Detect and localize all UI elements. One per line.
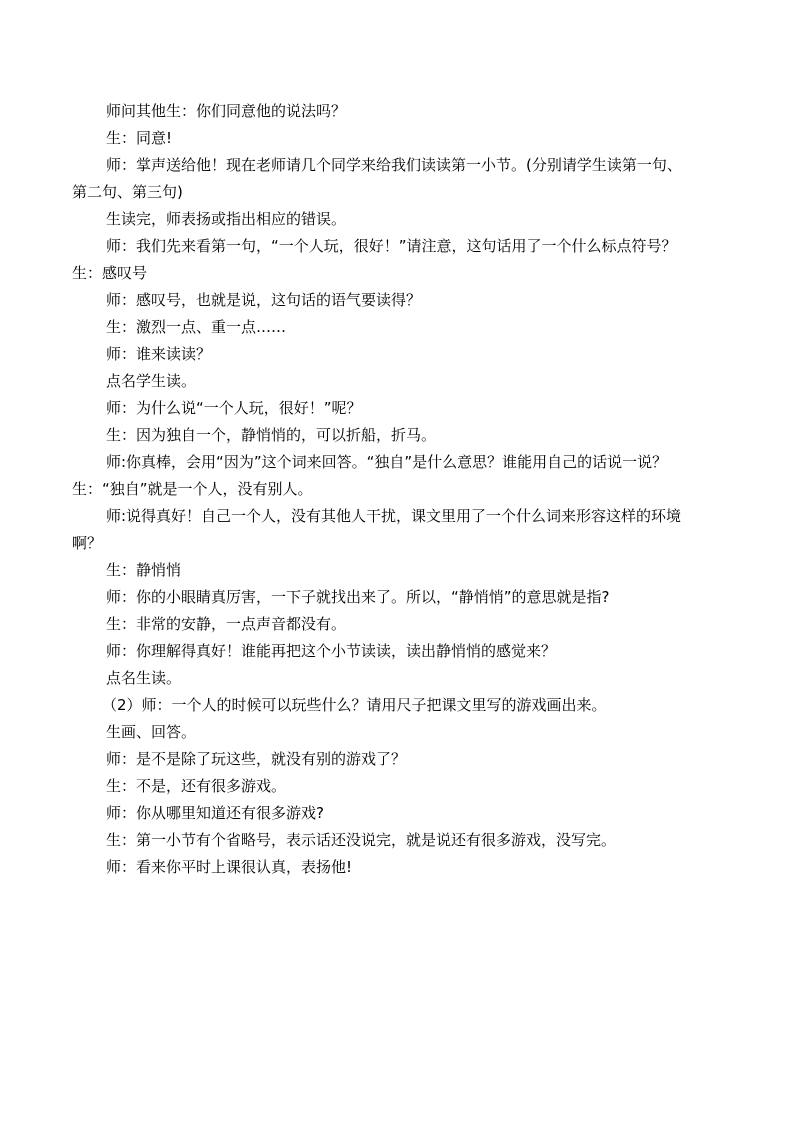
text-line: 生：激烈一点、重一点…… — [106, 318, 287, 336]
text-line: 师：谁来读读？ — [106, 345, 212, 363]
text-line: 师问其他生：你们同意他的说法吗？ — [106, 102, 347, 120]
text-line: 师：你理解得真好！谁能再把这个小节读读，读出静悄悄的感觉来？ — [106, 642, 557, 660]
text-line: 生：第一小节有个省略号，表示话还没说完，就是说还有很多游戏，没写完。 — [106, 831, 617, 849]
text-line: 师:说得真好！自己一个人，没有其他人干扰，课文里用了一个什么词来形容这样的环境 — [106, 507, 682, 525]
text-line: 师：是不是除了玩这些，就没有别的游戏了？ — [106, 750, 407, 768]
text-line: 师：看来你平时上课很认真，表扬他! — [106, 858, 353, 876]
text-line: 师：我们先来看第一句，“一个人玩，很好！”请注意，这句话用了一个什么标点符号？ — [106, 237, 677, 255]
text-line: 点名学生读。 — [106, 372, 197, 390]
text-line: 师:你真棒，会用“因为”这个词来回答。“独自”是什么意思？谁能用自己的话说一说？ — [106, 453, 668, 471]
text-line: 生：感叹号 — [72, 264, 148, 282]
text-line: 师：掌声送给他！现在老师请几个同学来给我们读读第一小节。(分别请学生读第一句、 — [106, 156, 682, 174]
text-line: 生：非常的安静，一点声音都没有。 — [106, 615, 347, 633]
text-line: 点名生读。 — [106, 669, 182, 687]
text-line: 师：为什么说“一个人玩，很好！”呢？ — [106, 399, 362, 417]
text-line: 生：“独自”就是一个人，没有别人。 — [72, 480, 313, 498]
text-line: 生：因为独自一个，静悄悄的，可以折船，折马。 — [106, 426, 437, 444]
document-body — [72, 98, 724, 881]
text-line: 师：感叹号，也就是说，这句话的语气要读得？ — [106, 291, 422, 309]
text-line: 生：不是，还有很多游戏。 — [106, 777, 287, 795]
text-line: 第二句、第三句) — [72, 183, 183, 201]
text-line: 生画、回答。 — [106, 723, 197, 741]
text-line: 生：同意! — [106, 129, 173, 147]
text-line: 生：静悄悄 — [106, 561, 182, 579]
text-line: 生读完，师表扬或指出相应的错误。 — [106, 210, 347, 228]
text-line: （2）师：一个人的时候可以玩些什么？请用尺子把课文里写的游戏画出来。 — [102, 696, 607, 714]
text-line: 啊？ — [72, 534, 103, 552]
text-line: 师：你从哪里知道还有很多游戏? — [106, 804, 324, 822]
text-line: 师：你的小眼睛真厉害，一下子就找出来了。所以，“静悄悄”的意思就是指? — [106, 588, 610, 606]
